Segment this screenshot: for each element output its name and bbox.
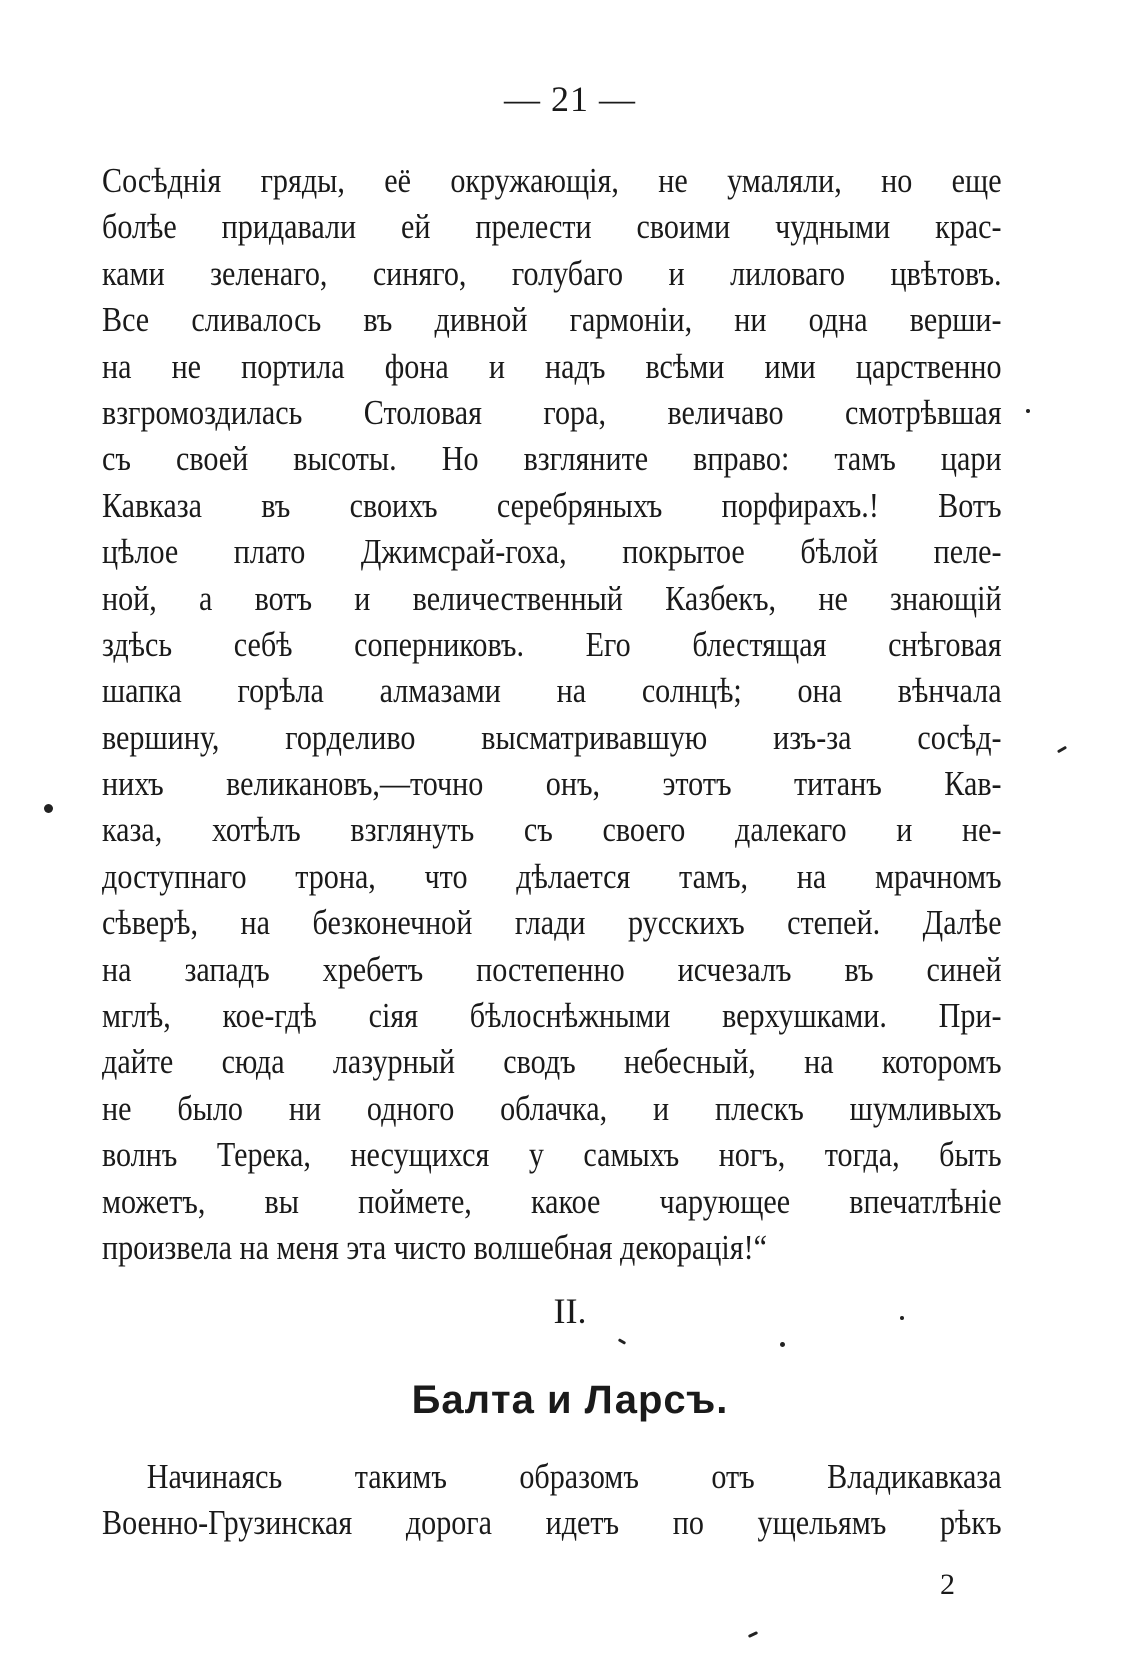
- section-number: II.: [553, 1291, 587, 1331]
- scan-speck: [748, 1631, 758, 1638]
- scan-speck: [780, 1342, 785, 1347]
- text-line: шапка горѣла алмазами на солнцѣ; она вѣнчала: [102, 671, 1002, 711]
- text-line: волнъ Терека, несущихся у самыхъ ногъ, тогда, быть: [102, 1135, 1002, 1175]
- text-line: Все сливалось въ дивной гармоніи, ни одна верши-: [102, 300, 1002, 340]
- scan-speck: [618, 1338, 626, 1345]
- text-line: взгромоздилась Столовая гора, величаво смотрѣвшая: [102, 392, 1002, 432]
- text-line: на не портила фона и надъ всѣми ими царственно: [102, 346, 1002, 386]
- page-number: — 21 —: [504, 79, 636, 119]
- signature-mark: 2: [940, 1568, 955, 1601]
- text-line: доступнаго трона, что дѣлается тамъ, на мрачномъ: [102, 856, 1002, 896]
- text-line: Военно-Грузинская дорога идетъ по ущельямъ рѣкъ: [102, 1503, 1002, 1543]
- scan-speck: [44, 804, 53, 813]
- text-line: мглѣ, кое-гдѣ сіяя бѣлоснѣжными верхушками. При-: [102, 996, 1002, 1036]
- text-line: можетъ, вы поймете, какое чарующее впечатлѣніе: [102, 1181, 1002, 1221]
- text-line: съ своей высоты. Но взгляните вправо: тамъ цари: [102, 439, 1002, 479]
- text-line: каза, хотѣлъ взглянуть съ своего далекаго и не-: [102, 810, 1002, 850]
- text-line: ками зеленаго, синяго, голубаго и лиловаго цвѣтовъ.: [102, 253, 1002, 293]
- text-line: Начинаясь такимъ образомъ отъ Владикавказа: [146, 1457, 1002, 1496]
- text-line: Кавказа въ своихъ серебряныхъ порфирахъ.! Вотъ: [102, 485, 1002, 525]
- text-line: дайте сюда лазурный сводъ небесный, на которомъ: [102, 1042, 1002, 1082]
- text-line: произвела на меня эта чисто волшебная декорація!“: [102, 1227, 767, 1267]
- text-line: болѣе придавали ей прелести своими чудными крас-: [102, 207, 1002, 247]
- section-title: Балта и Ларсъ.: [411, 1378, 729, 1422]
- text-line: Сосѣднія гряды, её окружающія, не умаляли, но еще: [102, 161, 1002, 200]
- text-line: нихъ великановъ,—точно онъ, этотъ титанъ Кав-: [102, 764, 1002, 804]
- text-line: на западъ хребетъ постепенно исчезалъ въ синей: [102, 949, 1002, 989]
- text-line: цѣлое плато Джимсрай-гоха, покрытое бѣлой пеле-: [102, 532, 1002, 572]
- text-line: здѣсь себѣ соперниковъ. Его блестящая снѣговая: [102, 624, 1002, 664]
- paragraph-2: [102, 1454, 1002, 1547]
- paragraph-1: [102, 158, 1002, 1271]
- scan-speck: [1057, 746, 1067, 754]
- text-line: сѣверѣ, на безконечной глади русскихъ степей. Далѣе: [102, 903, 1002, 943]
- scan-speck: [1026, 409, 1030, 413]
- text-line: ной, а вотъ и величественный Казбекъ, не знающій: [102, 578, 1002, 618]
- scan-speck: [900, 1316, 904, 1320]
- text-line: вершину, горделиво высматривавшую изъ-за сосѣд-: [102, 717, 1002, 757]
- text-line: не было ни одного облачка, и плескъ шумливыхъ: [102, 1088, 1002, 1128]
